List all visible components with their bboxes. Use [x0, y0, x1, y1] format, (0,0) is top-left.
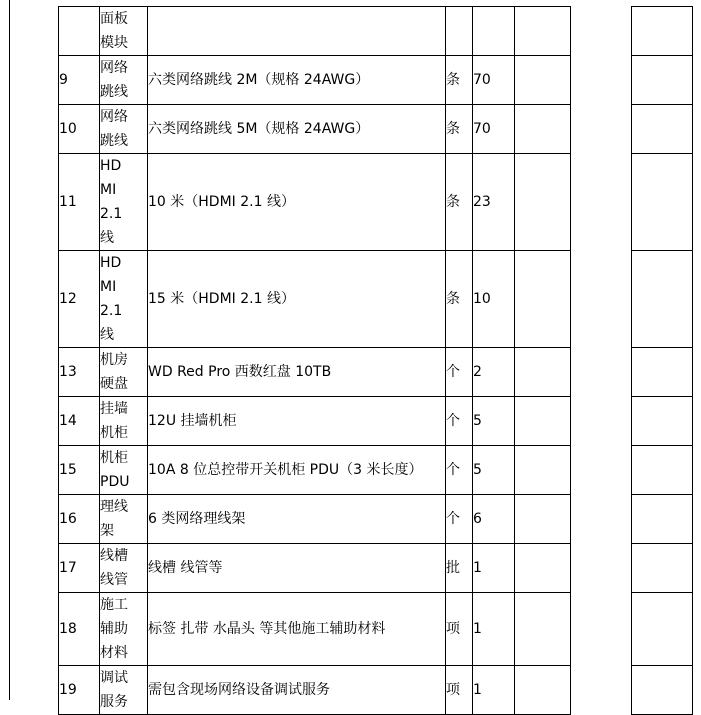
- column-gap: [571, 495, 632, 544]
- empty-cell: [632, 593, 693, 666]
- item-quantity: 1: [473, 666, 515, 715]
- empty-cell: [632, 7, 693, 56]
- item-description: 六类网络跳线 5M（规格 24AWG）: [148, 105, 446, 154]
- item-name-line: 服务: [100, 694, 128, 710]
- empty-cell: [515, 666, 571, 715]
- item-name-line: 架: [100, 523, 114, 539]
- item-description: 线槽 线管等: [148, 544, 446, 593]
- item-quantity: 70: [473, 56, 515, 105]
- empty-cell: [632, 666, 693, 715]
- empty-cell: [515, 348, 571, 397]
- item-name-line: 面板: [100, 11, 128, 27]
- item-description: 标签 扎带 水晶头 等其他施工辅助材料: [148, 593, 446, 666]
- item-quantity: 5: [473, 397, 515, 446]
- item-unit: 条: [446, 154, 473, 251]
- item-description: 15 米（HDMI 2.1 线）: [148, 251, 446, 348]
- item-name: [100, 7, 148, 56]
- item-name-line: 线槽: [100, 548, 128, 564]
- item-name-line: 挂墙: [100, 401, 128, 417]
- empty-cell: [515, 7, 571, 56]
- row-index: 10: [59, 105, 100, 154]
- empty-cell: [515, 593, 571, 666]
- item-name-line: MI: [100, 279, 117, 295]
- table-row: [59, 593, 693, 666]
- item-unit: 项: [446, 593, 473, 666]
- empty-cell: [515, 105, 571, 154]
- row-index: [59, 7, 100, 56]
- item-name: [100, 593, 148, 666]
- item-name-line: 跳线: [100, 133, 128, 149]
- item-description: 六类网络跳线 2M（规格 24AWG）: [148, 56, 446, 105]
- empty-cell: [632, 348, 693, 397]
- item-name: [100, 397, 148, 446]
- column-gap: [571, 397, 632, 446]
- item-description: 10 米（HDMI 2.1 线）: [148, 154, 446, 251]
- column-gap: [571, 7, 632, 56]
- item-name: [100, 105, 148, 154]
- column-gap: [571, 446, 632, 495]
- table-row: [59, 446, 693, 495]
- empty-cell: [515, 495, 571, 544]
- item-quantity: 6: [473, 495, 515, 544]
- item-quantity: 70: [473, 105, 515, 154]
- item-name-line: 2.1: [100, 303, 123, 319]
- empty-cell: [632, 446, 693, 495]
- item-name: [100, 666, 148, 715]
- row-index: 16: [59, 495, 100, 544]
- item-name-line: MI: [100, 182, 117, 198]
- item-unit: 条: [446, 105, 473, 154]
- row-index: 19: [59, 666, 100, 715]
- item-name: [100, 446, 148, 495]
- item-name: [100, 544, 148, 593]
- item-description: 12U 挂墙机柜: [148, 397, 446, 446]
- item-name: [100, 251, 148, 348]
- item-unit: 个: [446, 495, 473, 544]
- empty-cell: [515, 544, 571, 593]
- row-index: 14: [59, 397, 100, 446]
- empty-cell: [515, 154, 571, 251]
- row-index: 18: [59, 593, 100, 666]
- row-index: 9: [59, 56, 100, 105]
- item-description: 10A 8 位总控带开关机柜 PDU（3 米长度）: [148, 446, 446, 495]
- column-gap: [571, 251, 632, 348]
- item-name-line: 辅助: [100, 621, 128, 637]
- table-row: [59, 56, 693, 105]
- item-description: WD Red Pro 西数红盘 10TB: [148, 348, 446, 397]
- item-unit: 条: [446, 251, 473, 348]
- item-name-line: 网络: [100, 109, 128, 125]
- row-index: 17: [59, 544, 100, 593]
- item-name: [100, 495, 148, 544]
- column-gap: [571, 544, 632, 593]
- item-name-line: PDU: [100, 474, 130, 490]
- item-name-line: 线: [100, 327, 114, 343]
- item-unit: 个: [446, 397, 473, 446]
- table-row: [59, 154, 693, 251]
- empty-cell: [632, 56, 693, 105]
- row-index: 13: [59, 348, 100, 397]
- empty-cell: [515, 397, 571, 446]
- item-unit: 条: [446, 56, 473, 105]
- item-quantity: 1: [473, 544, 515, 593]
- item-unit: [446, 7, 473, 56]
- table-row: [59, 251, 693, 348]
- item-name-line: 跳线: [100, 84, 128, 100]
- item-name: [100, 56, 148, 105]
- table-row: [59, 544, 693, 593]
- row-index: 15: [59, 446, 100, 495]
- empty-cell: [515, 251, 571, 348]
- empty-cell: [632, 105, 693, 154]
- empty-cell: [632, 495, 693, 544]
- item-unit: 个: [446, 348, 473, 397]
- item-name-line: 机房: [100, 352, 128, 368]
- item-name-line: HD: [100, 255, 122, 271]
- item-name-line: 线: [100, 230, 114, 246]
- item-unit: 批: [446, 544, 473, 593]
- item-name-line: 网络: [100, 60, 128, 76]
- equipment-table: [58, 6, 693, 715]
- item-name-line: HD: [100, 158, 122, 174]
- item-quantity: 10: [473, 251, 515, 348]
- item-quantity: 1: [473, 593, 515, 666]
- column-gap: [571, 56, 632, 105]
- item-unit: 项: [446, 666, 473, 715]
- table-row: [59, 105, 693, 154]
- column-gap: [571, 105, 632, 154]
- column-gap: [571, 593, 632, 666]
- item-quantity: 23: [473, 154, 515, 251]
- empty-cell: [632, 544, 693, 593]
- item-name-line: 施工: [100, 597, 128, 613]
- item-unit: 个: [446, 446, 473, 495]
- item-name-line: 2.1: [100, 206, 123, 222]
- row-index: 12: [59, 251, 100, 348]
- table-row: [59, 666, 693, 715]
- item-description: 需包含现场网络设备调试服务: [148, 666, 446, 715]
- item-name-line: 硬盘: [100, 376, 128, 392]
- item-quantity: 2: [473, 348, 515, 397]
- empty-cell: [515, 56, 571, 105]
- table-row: [59, 397, 693, 446]
- column-gap: [571, 154, 632, 251]
- table-row: [59, 495, 693, 544]
- item-description: 6 类网络理线架: [148, 495, 446, 544]
- table-row: [59, 348, 693, 397]
- item-name-line: 调试: [100, 670, 128, 686]
- table-body: [59, 7, 693, 715]
- empty-cell: [515, 446, 571, 495]
- column-gap: [571, 666, 632, 715]
- empty-cell: [632, 397, 693, 446]
- row-index: 11: [59, 154, 100, 251]
- column-gap: [571, 348, 632, 397]
- empty-cell: [632, 154, 693, 251]
- item-name-line: 机柜: [100, 450, 128, 466]
- item-quantity: [473, 7, 515, 56]
- item-quantity: 5: [473, 446, 515, 495]
- item-name-line: 机柜: [100, 425, 128, 441]
- empty-cell: [632, 251, 693, 348]
- item-name-line: 线管: [100, 572, 128, 588]
- table-row: [59, 7, 693, 56]
- item-name: [100, 348, 148, 397]
- item-name-line: 材料: [100, 645, 128, 661]
- item-name-line: 理线: [100, 499, 128, 515]
- item-description: [148, 7, 446, 56]
- page-left-border: [9, 0, 10, 700]
- item-name: [100, 154, 148, 251]
- item-name-line: 模块: [100, 35, 128, 51]
